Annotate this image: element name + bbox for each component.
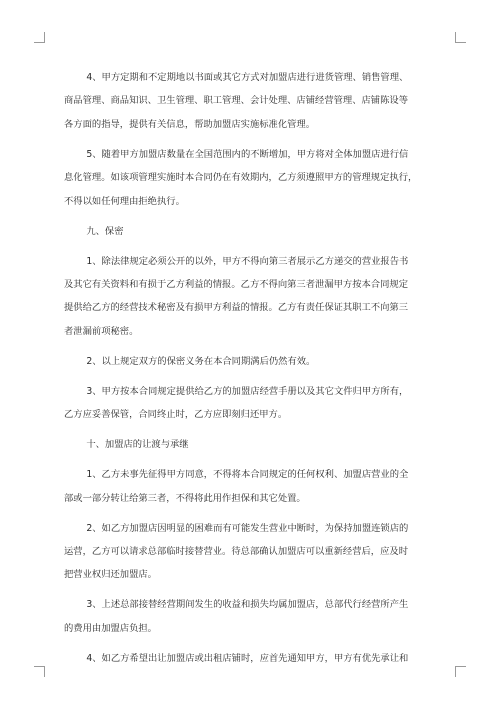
text-line: 1、除法律规定必须公开的以外，甲方不得向第三者展示乙方递交的营业报告书	[86, 255, 409, 267]
crop-mark-bottom-right	[455, 666, 466, 677]
text-line: 部或一部分转让给第三者，不得将此用作担保和其它处置。	[64, 492, 306, 504]
crop-mark-bottom-left	[34, 666, 45, 677]
text-line: 把营业权归还加盟店。	[64, 569, 157, 581]
text-line: 息化管理。如该项管理实施时本合同仍在有效期内，乙方须遵照甲方的管理规定执行，	[64, 172, 418, 184]
text-line: 提供给乙方的经营技术秘密及有损甲方利益的情报。乙方有责任保证其职工不向第三	[64, 302, 408, 314]
text-line: 的费用由加盟店负担。	[64, 622, 157, 634]
text-line: 3、上述总部接替经营期间发生的收益和损失均属加盟店，总部代行经营所产生	[86, 599, 409, 611]
text-line: 商品管理、商品知识、卫生管理、职工管理、会计处理、店铺经营管理、店铺陈设等	[64, 95, 408, 107]
text-line: 5、随着甲方加盟店数量在全国范围内的不断增加，甲方将对全体加盟店进行信	[86, 148, 409, 160]
paragraph	[64, 250, 438, 344]
text-line: 2、如乙方加盟店因明显的困难而有可能发生营业中断时，为保持加盟连锁店的	[86, 522, 409, 534]
text-line: 乙方应妥善保管，合同终止时，乙方应即刻归还甲方。	[64, 409, 288, 421]
text-line: 运营，乙方可以请求总部临时接替营业。待总部确认加盟店可以重新经营后，应及时	[64, 546, 408, 558]
text-line: 九、保密	[86, 225, 124, 237]
paragraph	[64, 647, 438, 670]
section-heading	[64, 433, 438, 456]
document-body	[64, 66, 438, 677]
paragraph	[64, 517, 438, 587]
paragraph	[64, 593, 438, 640]
text-line: 3、甲方按本合同规定提供给乙方的加盟店经营手册以及其它文件归甲方所有，	[86, 385, 409, 397]
text-line: 1、乙方未事先征得甲方同意，不得将本合同规定的任何权利、加盟店营业的全	[86, 469, 409, 481]
text-line: 十、加盟店的让渡与承继	[86, 439, 189, 451]
paragraph	[64, 143, 438, 213]
text-line: 者泄漏前项秘密。	[64, 325, 139, 337]
text-line: 4、甲方定期和不定期地以书面或其它方式对加盟店进行进货管理、销售管理、	[86, 72, 409, 83]
crop-mark-top-right	[455, 32, 466, 43]
text-line: 4、如乙方希望出让加盟店或出租店铺时，应首先通知甲方，甲方有优先承让和	[86, 652, 409, 664]
paragraph	[64, 463, 438, 510]
text-line: 各方面的指导，提供有关信息，帮助加盟店实施标准化管理。	[64, 118, 316, 130]
section-heading	[64, 220, 438, 243]
text-line: 2、以上规定双方的保密义务在本合同期满后仍然有效。	[86, 355, 316, 367]
text-line: 不得以如任何理由拒绝执行。	[64, 195, 185, 207]
paragraph	[64, 350, 438, 373]
paragraph	[64, 380, 438, 427]
paragraph	[64, 66, 438, 136]
crop-mark-top-left	[34, 32, 45, 43]
text-line: 及其它有关资料和有损于乙方利益的情报。乙方不得向第三者泄漏甲方按本合同规定	[64, 279, 408, 291]
